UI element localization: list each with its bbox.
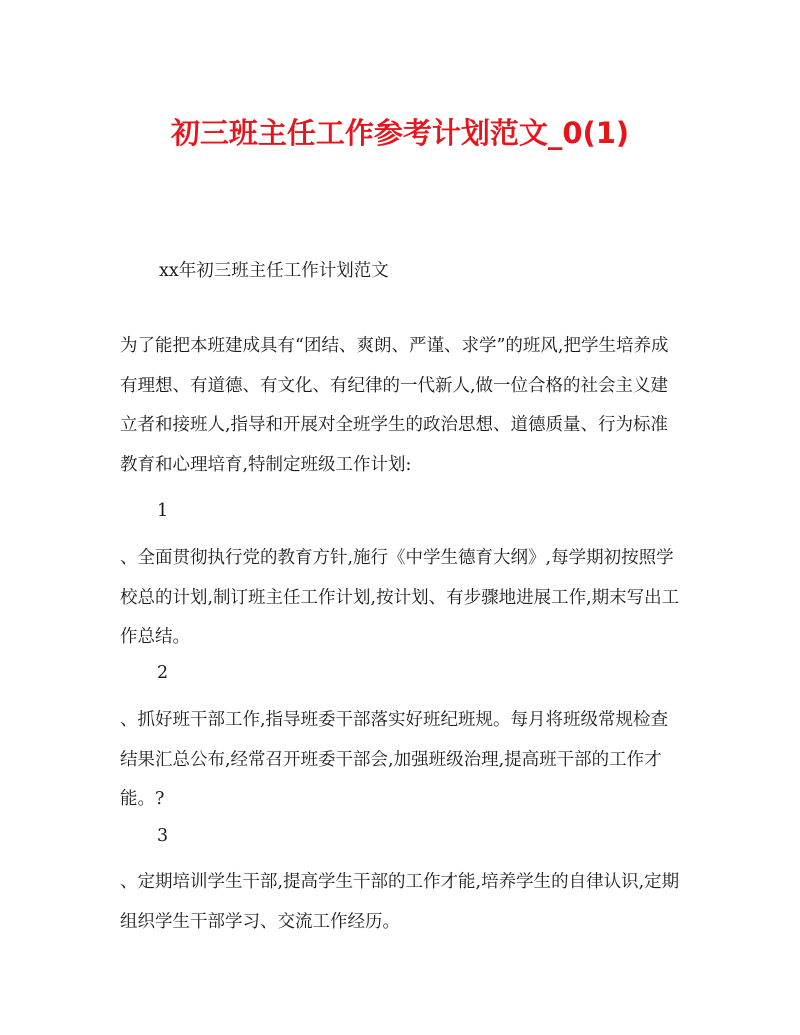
item-number-2: 2: [157, 663, 169, 683]
document-title: 初三班主任工作参考计划范文_0(1): [170, 116, 630, 150]
item-text-2: 、抓好班干部工作,指导班委干部落实好班纪班规。每月将班级常规检查结果汇总公布,经常召开班委干部会,加强班级治理,提高班干部的工作才能。?: [120, 710, 669, 809]
item-number-3: 3: [157, 826, 169, 846]
item-text-3: 、定期培训学生干部,提高学生干部的工作才能,培养学生的自律认识,定期组织学生干部学习、交流工作经历。: [120, 872, 680, 932]
intro-paragraph: 为了能把本班建成具有“团结、爽朗、严谨、求学”的班风,把学生培养成有理想、有道德、有文化、有纪律的一代新人,做一位合格的社会主义建立者和接班人,指导和开展对全班学生的政治思想、道德质量、行为标准教育和心理培育,特制定班级工作计划:: [120, 336, 669, 475]
document-subtitle: xx年初三班主任工作计划范文: [159, 261, 389, 281]
item-text-1: 、全面贯彻执行党的教育方针,施行《中学生德育大纲》,每学期初按照学校总的计划,制订班主任工作计划,按计划、有步骤地进展工作,期末写出工作总结。: [120, 548, 680, 647]
item-number-1: 1: [157, 501, 169, 521]
